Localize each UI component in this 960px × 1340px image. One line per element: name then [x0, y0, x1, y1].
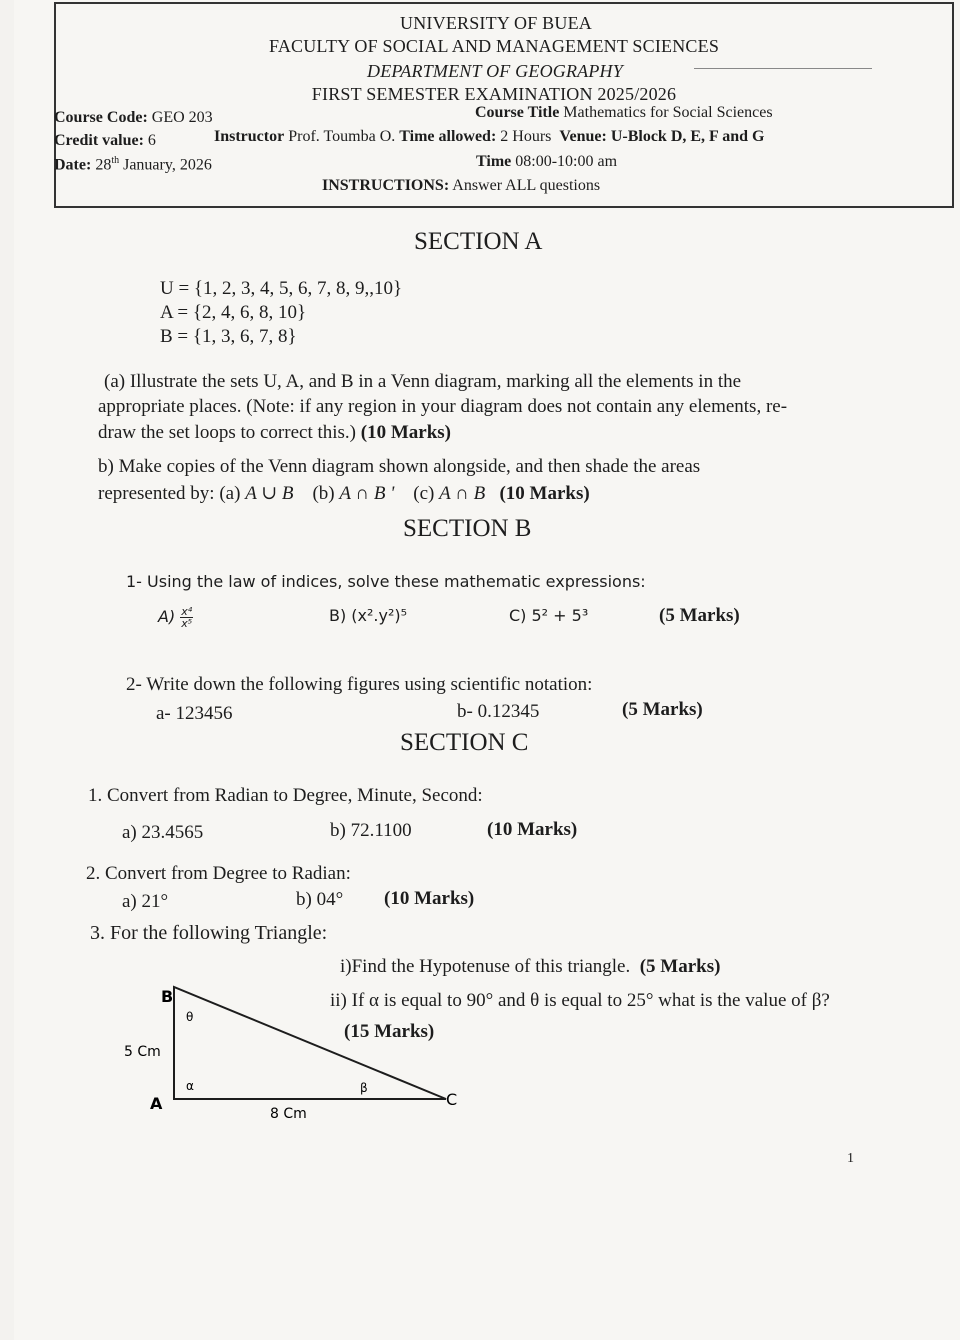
radian-item-a: a) 23.4565	[122, 822, 204, 843]
triangle-question-ii: ii) If α is equal to 90° and θ is equal to 25° what is the value of β?	[330, 990, 830, 1011]
triangle-question-ii-marks: (15 Marks)	[344, 1021, 435, 1042]
angle-alpha-label: α	[186, 1079, 194, 1093]
indices-expression-c: C) 5² + 5³	[509, 606, 589, 625]
section-b-question-1: 1- Using the law of indices, solve these mathematic expressions:	[126, 572, 646, 591]
header-rule	[694, 68, 872, 69]
angle-theta-label: θ	[186, 1010, 194, 1024]
course-code: Course Code: GEO 203	[54, 109, 213, 126]
exam-time: Time 08:00-10:00 am	[476, 153, 618, 170]
notation-item-b: b- 0.12345	[457, 701, 540, 722]
set-b: B = {1, 3, 6, 7, 8}	[160, 326, 297, 347]
vertex-c-label: C	[446, 1090, 458, 1109]
notation-item-a: a- 123456	[156, 703, 233, 724]
exam-title: FIRST SEMESTER EXAMINATION 2025/2026	[311, 84, 677, 104]
faculty-name: FACULTY OF SOCIAL AND MANAGEMENT SCIENCES	[268, 36, 720, 56]
question-b-line-1: b) Make copies of the Venn diagram shown alongside, and then shade the areas	[98, 456, 701, 477]
set-u: U = {1, 2, 3, 4, 5, 6, 7, 8, 9,,10}	[160, 278, 403, 299]
exam-date: Date: 28th January, 2026	[54, 155, 212, 174]
section-c-q2-marks: (10 Marks)	[384, 888, 475, 909]
question-b-line-2: represented by: (a) A ∪ B (b) A ∩ B ' (c) A ∩ B (10 Marks)	[98, 483, 590, 504]
instructions: INSTRUCTIONS: Answer ALL questions	[322, 177, 601, 194]
course-title: Course Title Mathematics for Social Sciences	[475, 104, 773, 121]
section-b-q2-marks: (5 Marks)	[622, 699, 703, 720]
instructor-line: Instructor Prof. Toumba O. Time allowed: 2 Hours Venue: U-Block D, E, F and G	[214, 128, 765, 145]
side-ab-length: 5 Cm	[124, 1044, 161, 1060]
section-c-title: SECTION C	[400, 729, 529, 756]
vertex-b-label: B	[161, 987, 174, 1006]
university-name: UNIVERSITY OF BUEA	[400, 13, 592, 33]
department-name: DEPARTMENT OF GEOGRAPHY	[367, 61, 623, 81]
side-ac-length: 8 Cm	[270, 1106, 307, 1122]
radian-item-b: b) 72.1100	[330, 820, 412, 841]
degree-item-b: b) 04°	[296, 889, 344, 910]
credit-value: Credit value: 6	[54, 132, 156, 149]
page-number: 1	[847, 1151, 854, 1166]
indices-expression-b: B) (x².y²)⁵	[329, 606, 408, 625]
question-a-line-3: draw the set loops to correct this.) (10 Marks)	[98, 422, 451, 443]
set-a: A = {2, 4, 6, 8, 10}	[160, 302, 307, 323]
section-b-question-2: 2- Write down the following figures using scientific notation:	[126, 674, 593, 695]
section-c-q1-marks: (10 Marks)	[487, 819, 578, 840]
section-a-title: SECTION A	[414, 228, 543, 255]
section-b-title: SECTION B	[403, 515, 532, 542]
section-c-question-1: 1. Convert from Radian to Degree, Minute, Second:	[88, 785, 483, 806]
angle-beta-label: β	[360, 1081, 368, 1095]
exam-page	[14, 0, 960, 1340]
vertex-a-label: A	[150, 1094, 163, 1113]
section-b-q1-marks: (5 Marks)	[659, 605, 740, 626]
triangle-question-i: i)Find the Hypotenuse of this triangle. (5 Marks)	[340, 956, 721, 977]
section-c-question-3: 3. For the following Triangle:	[90, 922, 328, 944]
question-a-line-2: appropriate places. (Note: if any region in your diagram does not contain any elements, re-	[98, 396, 788, 417]
triangle-shape	[174, 987, 446, 1099]
degree-item-a: a) 21°	[122, 891, 169, 912]
right-triangle-diagram	[114, 975, 474, 1135]
section-c-question-2: 2. Convert from Degree to Radian:	[86, 863, 351, 884]
indices-expression-a: A) $\frac{\text{x⁴}}{\text{x⁵}}$	[158, 605, 193, 630]
question-a-line-1: (a) Illustrate the sets U, A, and B in a Venn diagram, marking all the elements in the	[104, 371, 742, 392]
